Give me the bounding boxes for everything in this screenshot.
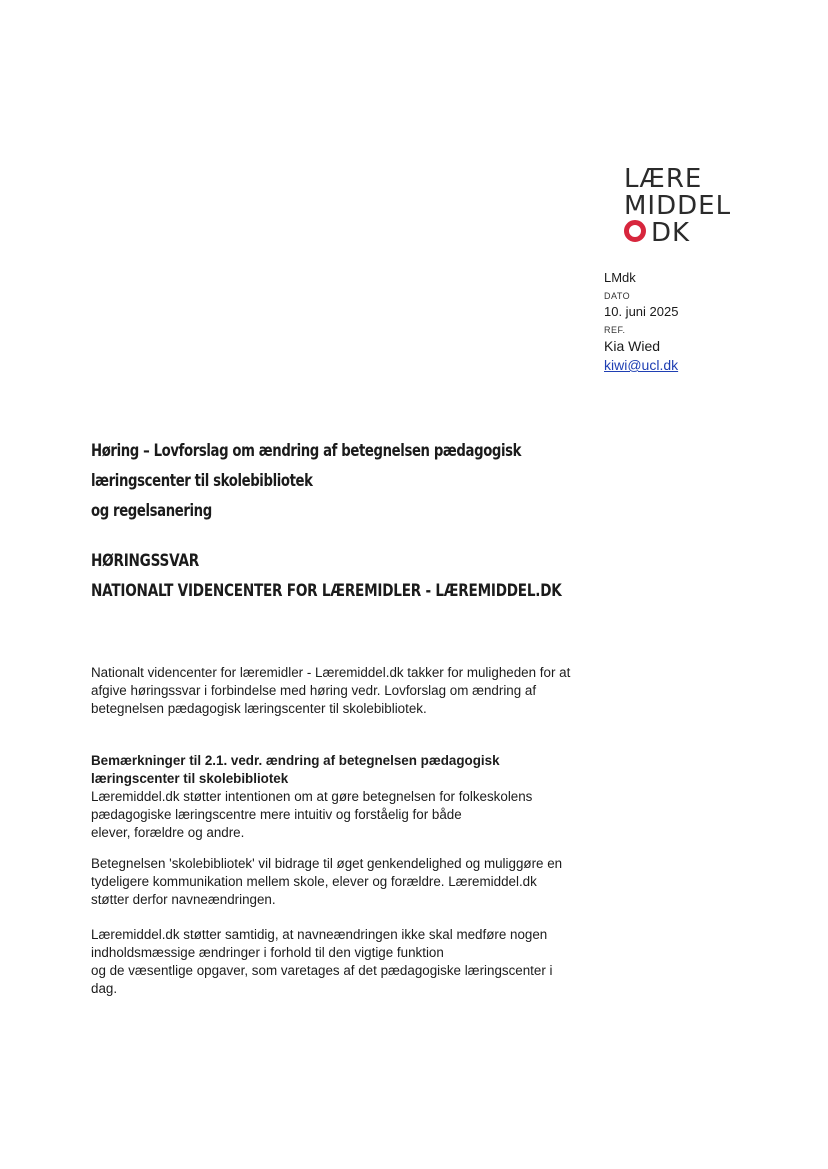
ref-email-link[interactable]: kiwi@ucl.dk bbox=[604, 357, 679, 373]
paragraph bbox=[91, 926, 591, 998]
logo-line-dk bbox=[624, 220, 754, 247]
intro-paragraph bbox=[91, 664, 591, 718]
date-value: 10. juni 2025 bbox=[604, 304, 679, 319]
section-heading-line: Bemærkninger til 2.1. vedr. ændring af betegnelsen pædagogisk bbox=[91, 753, 500, 768]
ref-name: Kia Wied bbox=[604, 338, 661, 354]
section-heading-line: læringscenter til skolebibliotek bbox=[91, 771, 289, 786]
text-line: elever, forældre og andre. bbox=[91, 825, 245, 840]
logo-dk-text: DK bbox=[651, 218, 691, 248]
text-line: indholdsmæssige ændringer i forhold til den vigtige funktion bbox=[91, 945, 444, 960]
remarks-section bbox=[91, 752, 591, 842]
text-line: tydeligere kommunikation mellem skole, elever og forældre. Læremiddel.dk bbox=[91, 874, 537, 889]
red-ring-icon bbox=[624, 220, 646, 242]
text-line: Læremiddel.dk støtter intentionen om at gøre betegnelsen for folkeskolens bbox=[91, 789, 533, 804]
text-line: afgive høringssvar i forbindelse med høring vedr. Lovforslag om ændring af bbox=[91, 683, 537, 698]
text-line: betegnelsen pædagogisk læringscenter til skolebibliotek. bbox=[91, 701, 427, 716]
text-line: Betegnelsen 'skolebibliotek' vil bidrage til øget genkendelighed og muliggøre en bbox=[91, 856, 563, 871]
laeremiddel-logo bbox=[624, 166, 754, 247]
date-label: DATO bbox=[604, 291, 631, 301]
document-subtitle bbox=[91, 546, 603, 606]
title-line: og regelsanering bbox=[91, 501, 212, 521]
title-line: læringscenter til skolebibliotek bbox=[91, 471, 313, 491]
letter-metadata bbox=[604, 270, 804, 375]
logo-line-laere: LÆRE bbox=[624, 164, 703, 194]
text-line: støtter derfor navneændringen. bbox=[91, 892, 276, 907]
title-line: Høring – Lovforslag om ændring af betegnelsen pædagogisk bbox=[91, 441, 522, 461]
paragraph bbox=[91, 855, 591, 909]
text-line: Læremiddel.dk støtter samtidig, at navneændringen ikke skal medføre nogen bbox=[91, 927, 548, 942]
text-line: dag. bbox=[91, 981, 118, 996]
text-line: Nationalt videncenter for læremidler - Læremiddel.dk takker for muligheden for at bbox=[91, 665, 571, 680]
logo-line-middel: MIDDEL bbox=[624, 191, 732, 221]
subtitle-line: NATIONALT VIDENCENTER FOR LÆREMIDLER - LÆREMIDDEL.DK bbox=[91, 581, 562, 601]
ref-label: REF. bbox=[604, 325, 626, 335]
text-line: pædagogiske læringscentre mere intuitiv og forståelig for både bbox=[91, 807, 462, 822]
sender-org: LMdk bbox=[604, 270, 636, 285]
text-line: og de væsentlige opgaver, som varetages af det pædagogiske læringscenter i bbox=[91, 963, 553, 978]
subtitle-line: HØRINGSSVAR bbox=[91, 551, 199, 571]
document-title bbox=[91, 436, 559, 526]
